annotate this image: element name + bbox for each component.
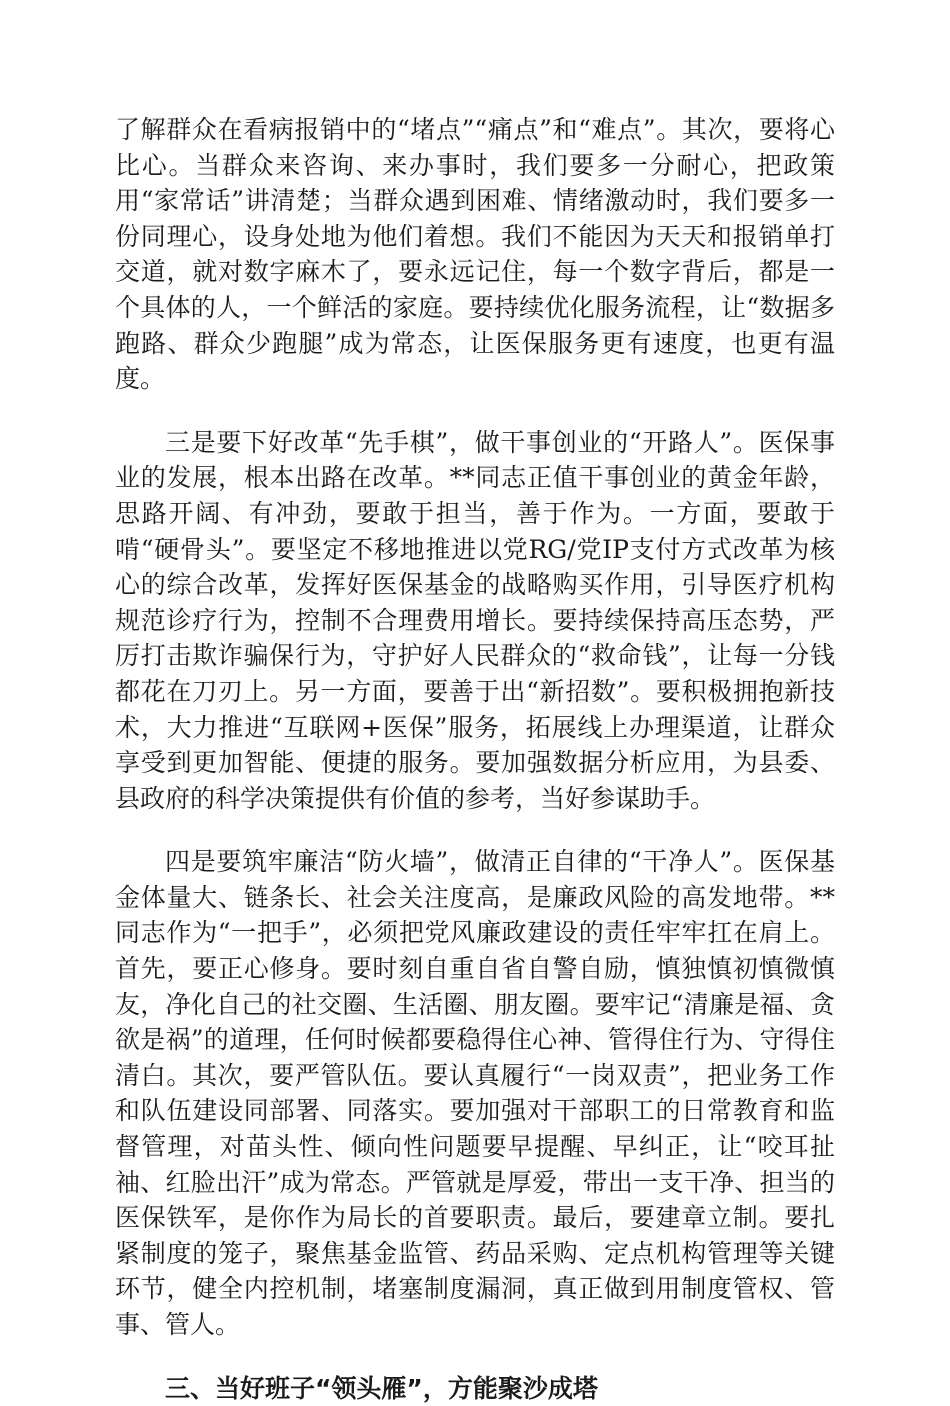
paragraph-continuation: 了解群众在看病报销中的“堵点”“痛点”和“难点”。其次，要将心比心。当群众来咨询、来办事时，我们要多一分耐心，把政策用“家常话”讲清楚；当群众遇到困难、情绪激动时，我们要多一份同理心，设身处地为他们着想。我们不能因为天天和报销单打交道，就对数字麻木了，要永远记住，每一个数字背后，都是一个具体的人，一个鲜活的家庭。要持续优化服务流程，让“数据多跑路、群众少跑腿”成为常态，让医保服务更有速度，也更有温度。 [115, 115, 835, 394]
document-body [115, 112, 835, 1406]
paragraph-integrity: 四是要筑牢廉洁“防火墙”，做清正自律的“干净人”。医保基金体量大、链条长、社会关注度高，是廉政风险的高发地带。**同志作为“一把手”，必须把党风廉政建设的责任牢牢扛在肩上。首先，要正心修身。要时刻自重自省自警自励，慎独慎初慎微慎友，净化自己的社交圈、生活圈、朋友圈。要牢记“清廉是福、贪欲是祸”的道理，任何时候都要稳得住心神、管得住行为、守得住清白。其次，要严管队伍。要认真履行“一岗双责”，把业务工作和队伍建设同部署、同落实。要加强对干部职工的日常教育和监督管理，对苗头性、倾向性问题要早提醒、早纠正，让“咬耳扯袖、红脸出汗”成为常态。严管就是厚爱，带出一支干净、担当的医保铁军，是你作为局长的首要职责。最后，要建章立制。要扎紧制度的笼子，聚焦基金监管、药品采购、定点机构管理等关键环节，健全内控机制，堵塞制度漏洞，真正做到用制度管权、管事、管人。 [115, 847, 835, 1339]
section-heading: 三、当好班子“领头雁”，方能聚沙成塔 [165, 1373, 598, 1403]
paragraph-reform: 三是要下好改革“先手棋”，做干事创业的“开路人”。医保事业的发展，根本出路在改革。**同志正值干事创业的黄金年龄，思路开阔、有冲劲，要敢于担当，善于作为。一方面，要敢于啃“硬骨头”。要坚定不移地推进以党RG/党IP支付方式改革为核心的综合改革，发挥好医保基金的战略购买作用，引导医疗机构规范诊疗行为，控制不合理费用增长。要持续保持高压态势，严厉打击欺诈骗保行为，守护好人民群众的“救命钱”，让每一分钱都花在刀刃上。另一方面，要善于出“新招数”。要积极拥抱新技术，大力推进“互联网+医保”服务，拓展线上办理渠道，让群众享受到更加智能、便捷的服务。要加强数据分析应用，为县委、县政府的科学决策提供有价值的参考，当好参谋助手。 [115, 427, 835, 813]
